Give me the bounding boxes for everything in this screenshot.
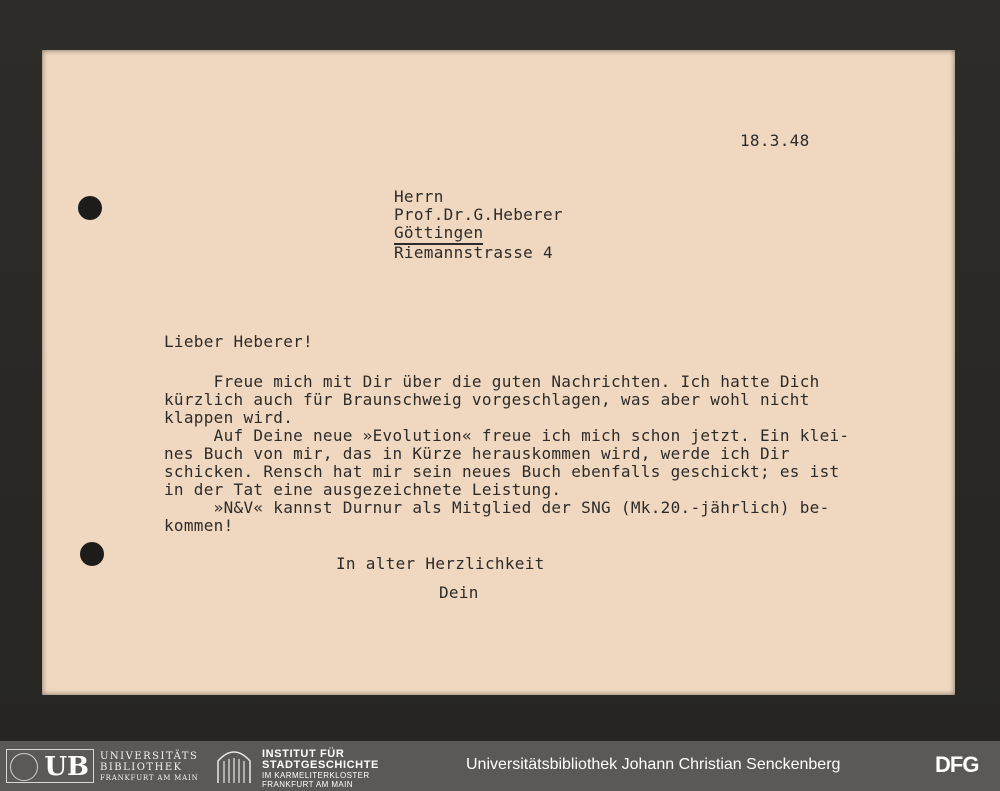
- isg-logo[interactable]: [214, 747, 404, 787]
- ub-logo-text: [100, 751, 199, 784]
- letter-signature: Dein: [439, 583, 479, 602]
- isg-logo-line3: IM KARMELITERKLOSTER: [262, 771, 370, 780]
- seal-icon: [10, 753, 38, 781]
- punch-hole-bottom: [80, 542, 104, 566]
- ub-logo-mark: UB: [6, 749, 94, 783]
- ub-logo-line1: UNIVERSITÄTS: [100, 751, 199, 762]
- isg-logo-line4: FRANKFURT AM MAIN: [262, 780, 353, 789]
- footer-bar: [0, 741, 1000, 791]
- letter-date: 18.3.48: [740, 131, 810, 150]
- body-line: nes Buch von mir, das in Kürze herauskommen wird, werde ich Dir: [164, 444, 790, 463]
- punch-hole-top: [78, 196, 102, 220]
- library-name-link[interactable]: Universitätsbibliothek Johann Christian Senckenberg: [466, 756, 841, 773]
- body-line: klappen wird.: [164, 408, 294, 427]
- columns-icon: [214, 749, 254, 785]
- isg-logo-line2: STADTGESCHICHTE: [262, 759, 379, 771]
- dfg-logo[interactable]: DFG: [935, 752, 979, 777]
- body-line: in der Tat eine ausgezeichnete Leistung.: [164, 480, 562, 499]
- address-street: Riemannstrasse 4: [394, 243, 553, 262]
- ub-logo-line2: BIBLIOTHEK: [100, 762, 183, 773]
- letter-card: [42, 50, 955, 695]
- ub-logo[interactable]: [6, 749, 206, 785]
- body-line: schicken. Rensch hat mir sein neues Buch ebenfalls geschickt; es ist: [164, 462, 840, 481]
- isg-logo-text: [262, 749, 379, 789]
- ub-logo-line3: FRANKFURT AM MAIN: [100, 774, 199, 782]
- address-salutation: Herrn: [394, 187, 444, 206]
- body-line: Freue mich mit Dir über die guten Nachrichten. Ich hatte Dich: [164, 372, 820, 391]
- isg-logo-line1: INSTITUT FÜR: [262, 748, 345, 760]
- letter-greeting: Lieber Heberer!: [164, 332, 313, 351]
- body-line: »N&V« kannst Durnur als Mitglied der SNG (Mk.20.-jährlich) be-: [164, 498, 830, 517]
- body-line: kürzlich auch für Braunschweig vorgeschlagen, was aber wohl nicht: [164, 390, 810, 409]
- letter-closing: In alter Herzlichkeit: [336, 554, 545, 573]
- address-name: Prof.Dr.G.Heberer: [394, 205, 563, 224]
- body-line: Auf Deine neue »Evolution« freue ich mich schon jetzt. Ein klei-: [164, 426, 850, 445]
- address-city: Göttingen: [394, 224, 483, 245]
- body-line: kommen!: [164, 516, 234, 535]
